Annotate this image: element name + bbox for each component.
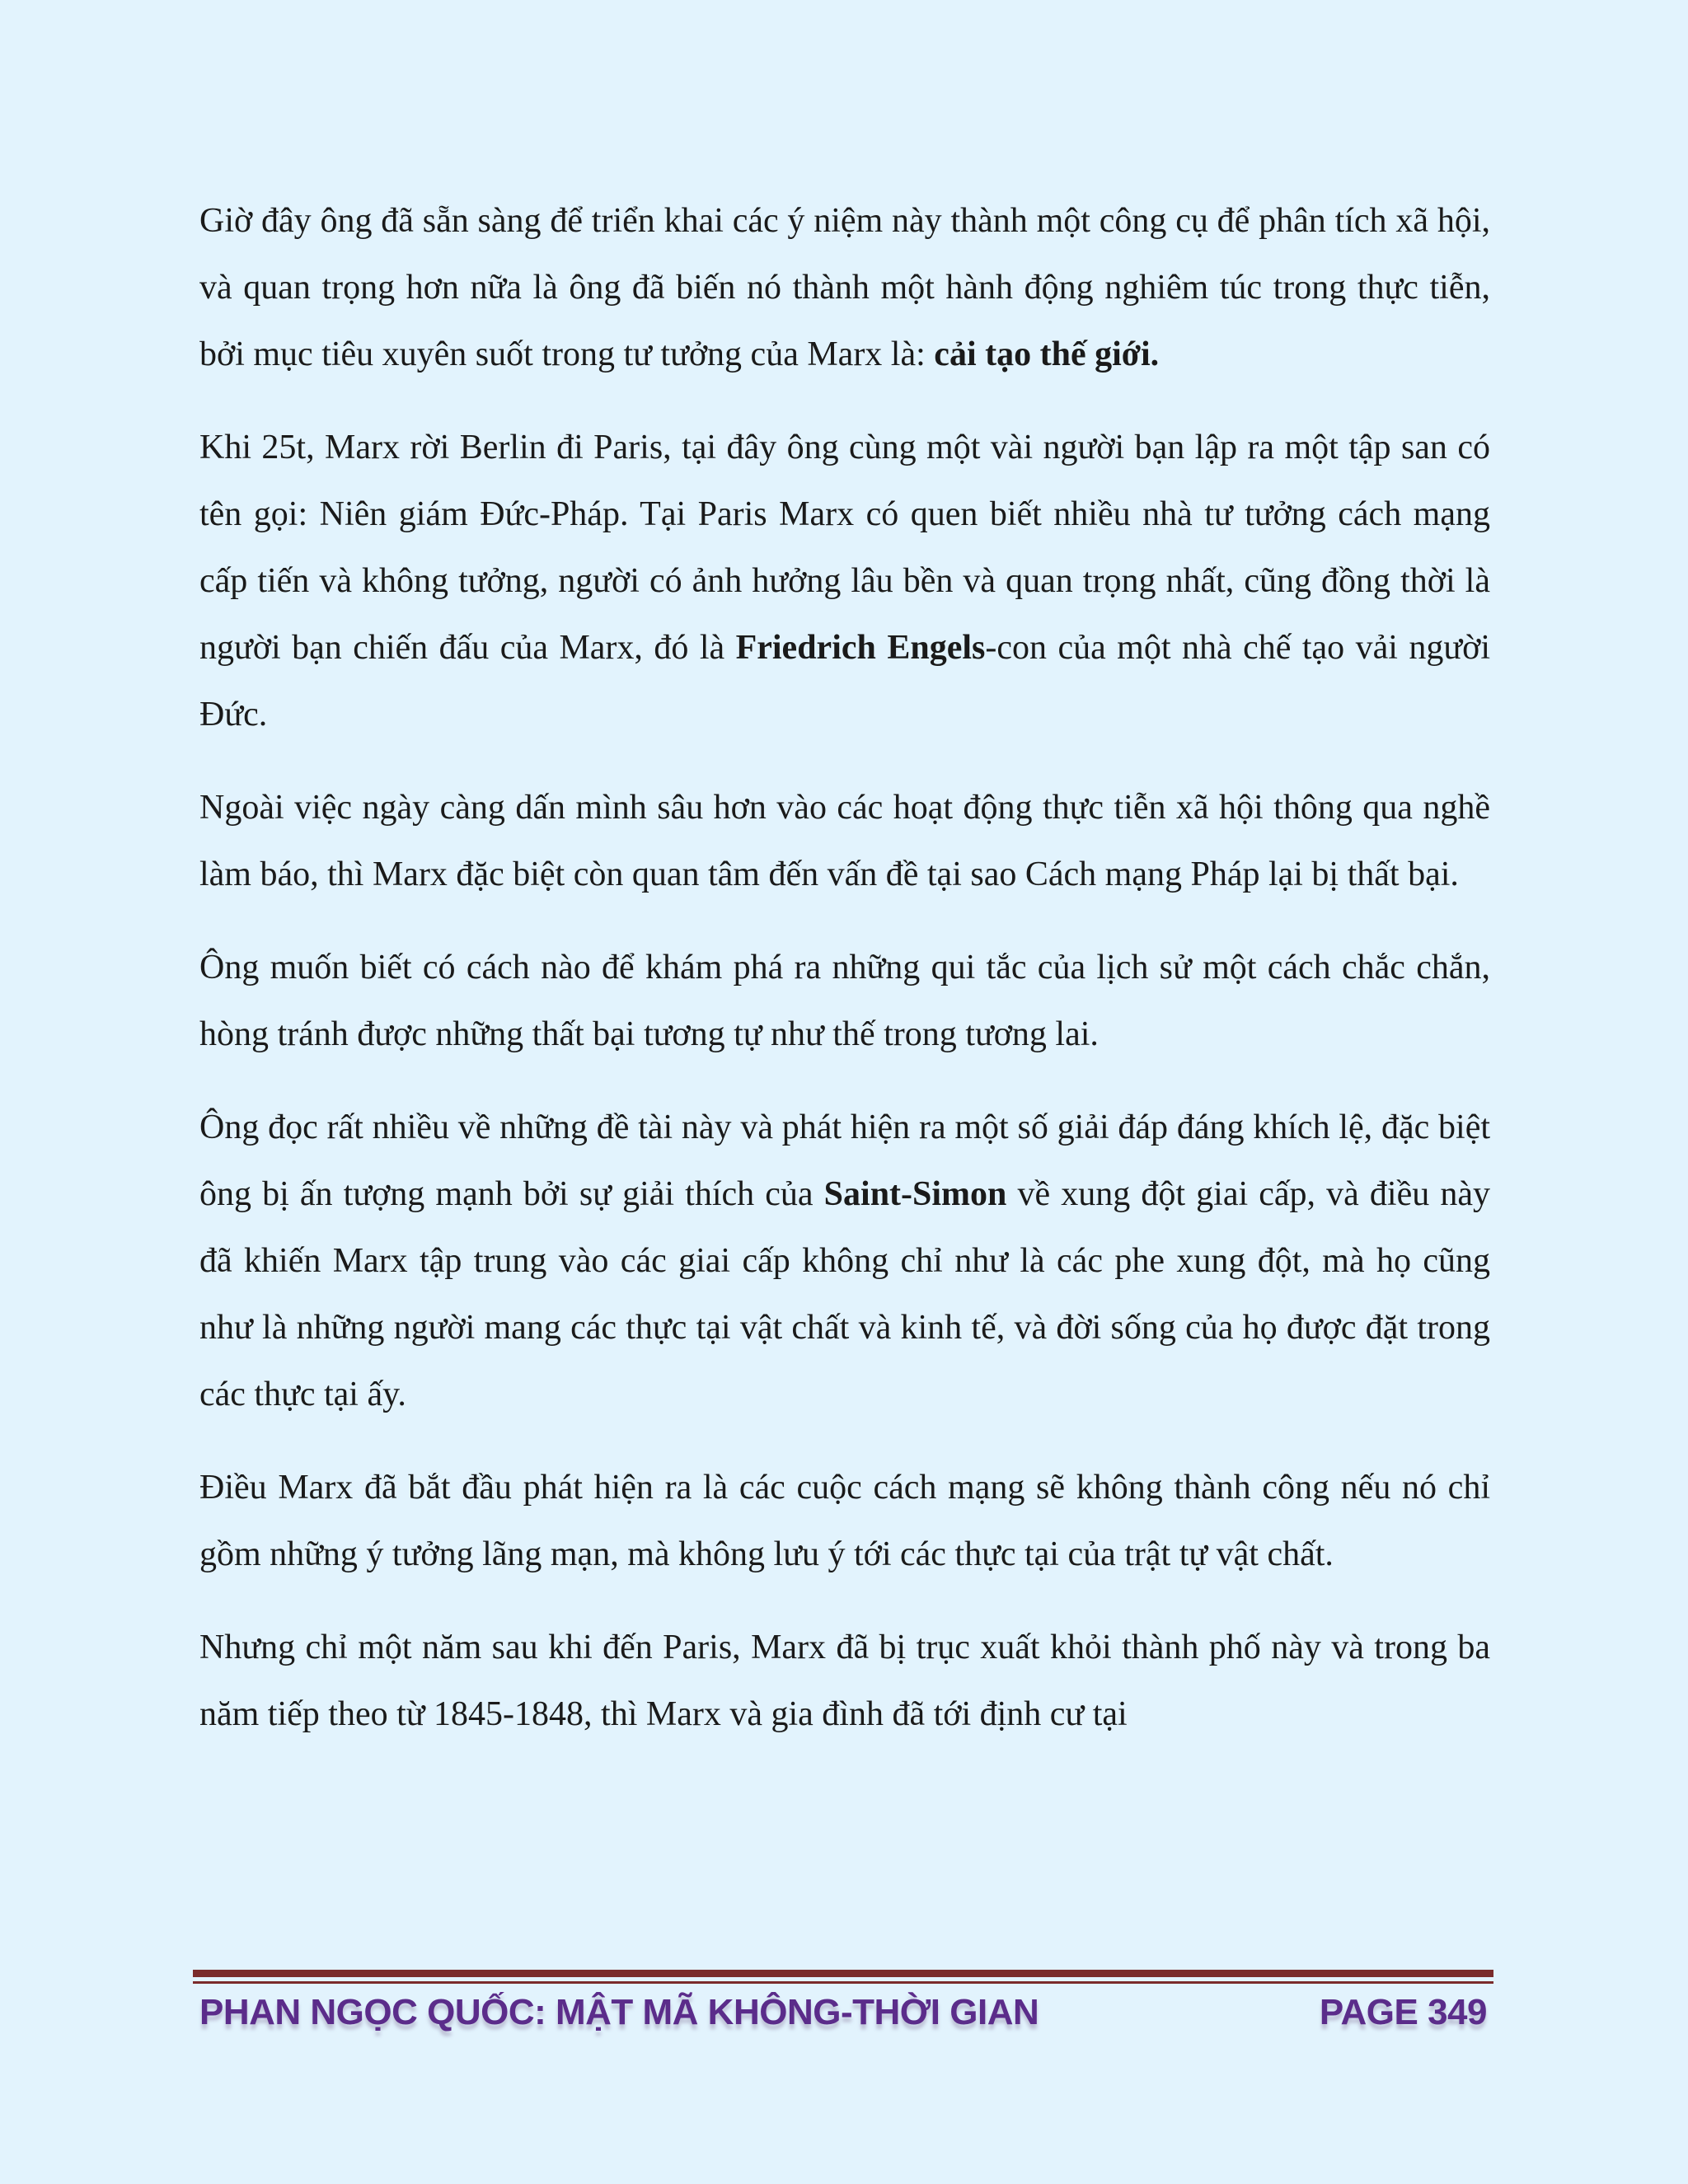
paragraph-2 <box>199 415 1490 748</box>
footer-row <box>193 1992 1493 2033</box>
bold-text-run: Saint-Simon <box>823 1175 1007 1213</box>
bold-text-run: Friedrich Engels <box>735 629 986 667</box>
text-run: Ông muốn biết có cách nào để khám phá ra những qui tắc của lịch sử một cách chắc chắn, hòng tránh được những thất bại tương tự như thế trong tương lai. <box>199 949 1490 1053</box>
page-body <box>199 188 1490 1774</box>
paragraph-5 <box>199 1094 1490 1428</box>
bold-text-run: cải tạo thế giới. <box>934 335 1160 373</box>
paragraph-1 <box>199 188 1490 388</box>
text-run: Ông đọc rất nhiều về những đề tài này và phát hiện ra một số giải đáp đáng khích lệ, đặc biệt ông bị ấn tượng mạnh bởi sự giải thích của <box>199 1108 1490 1213</box>
text-run: Điều Marx đã bắt đầu phát hiện ra là các cuộc cách mạng sẽ không thành công nếu nó chỉ gồm những ý tưởng lãng mạn, mà không lưu ý tới các thực tại của trật tự vật chất. <box>199 1469 1490 1573</box>
footer-page-number: PAGE 349 <box>1319 1992 1487 2032</box>
paragraph-3 <box>199 775 1490 908</box>
page-footer <box>193 1970 1493 2033</box>
text-run: về xung đột giai cấp, và điều này đã khiến Marx tập trung vào các giai cấp không chỉ như là các phe xung đột, mà họ cũng như là những người mang các thực tại vật chất và kinh tế, và đời sống của họ được đặt trong các thực tại ấy. <box>199 1175 1491 1413</box>
paragraph-6 <box>199 1455 1490 1588</box>
footer-book-title: PHAN NGỌC QUỐC: MẬT MÃ KHÔNG-THỜI GIAN <box>199 1992 1039 2032</box>
text-run: Ngoài việc ngày càng dấn mình sâu hơn vào các hoạt động thực tiễn xã hội thông qua nghề làm báo, thì Marx đặc biệt còn quan tâm đến vấn đề tại sao Cách mạng Pháp lại bị thất bại. <box>199 789 1490 893</box>
paragraph-7 <box>199 1615 1490 1748</box>
footer-rule-thick <box>193 1970 1493 1977</box>
footer-rule-thin <box>193 1981 1493 1984</box>
text-run: -con của một nhà chế tạo vải người Đức. <box>199 629 1490 733</box>
text-run: Giờ đây ông đã sẵn sàng để triển khai các ý niệm này thành một công cụ để phân tích xã hội, và quan trọng hơn nữa là ông đã biến nó thành một hành động nghiêm túc trong thực tiễn, bởi mục tiêu xuyên suốt trong tư tưởng của Marx là: <box>199 202 1490 373</box>
paragraph-4 <box>199 935 1490 1068</box>
text-run: Khi 25t, Marx rời Berlin đi Paris, tại đây ông cùng một vài người bạn lập ra một tập san có tên gọi: Niên giám Đức-Pháp. Tại Paris Marx có quen biết nhiều nhà tư tưởng cách mạng cấp tiến và không tưởng, người có ảnh hưởng lâu bền và quan trọng nhất, cũng đồng thời là người bạn chiến đấu của Marx, đó là <box>199 429 1490 667</box>
text-run: Nhưng chỉ một năm sau khi đến Paris, Marx đã bị trục xuất khỏi thành phố này và trong ba năm tiếp theo từ 1845-1848, thì Marx và gia đình đã tới định cư tại <box>199 1629 1490 1733</box>
